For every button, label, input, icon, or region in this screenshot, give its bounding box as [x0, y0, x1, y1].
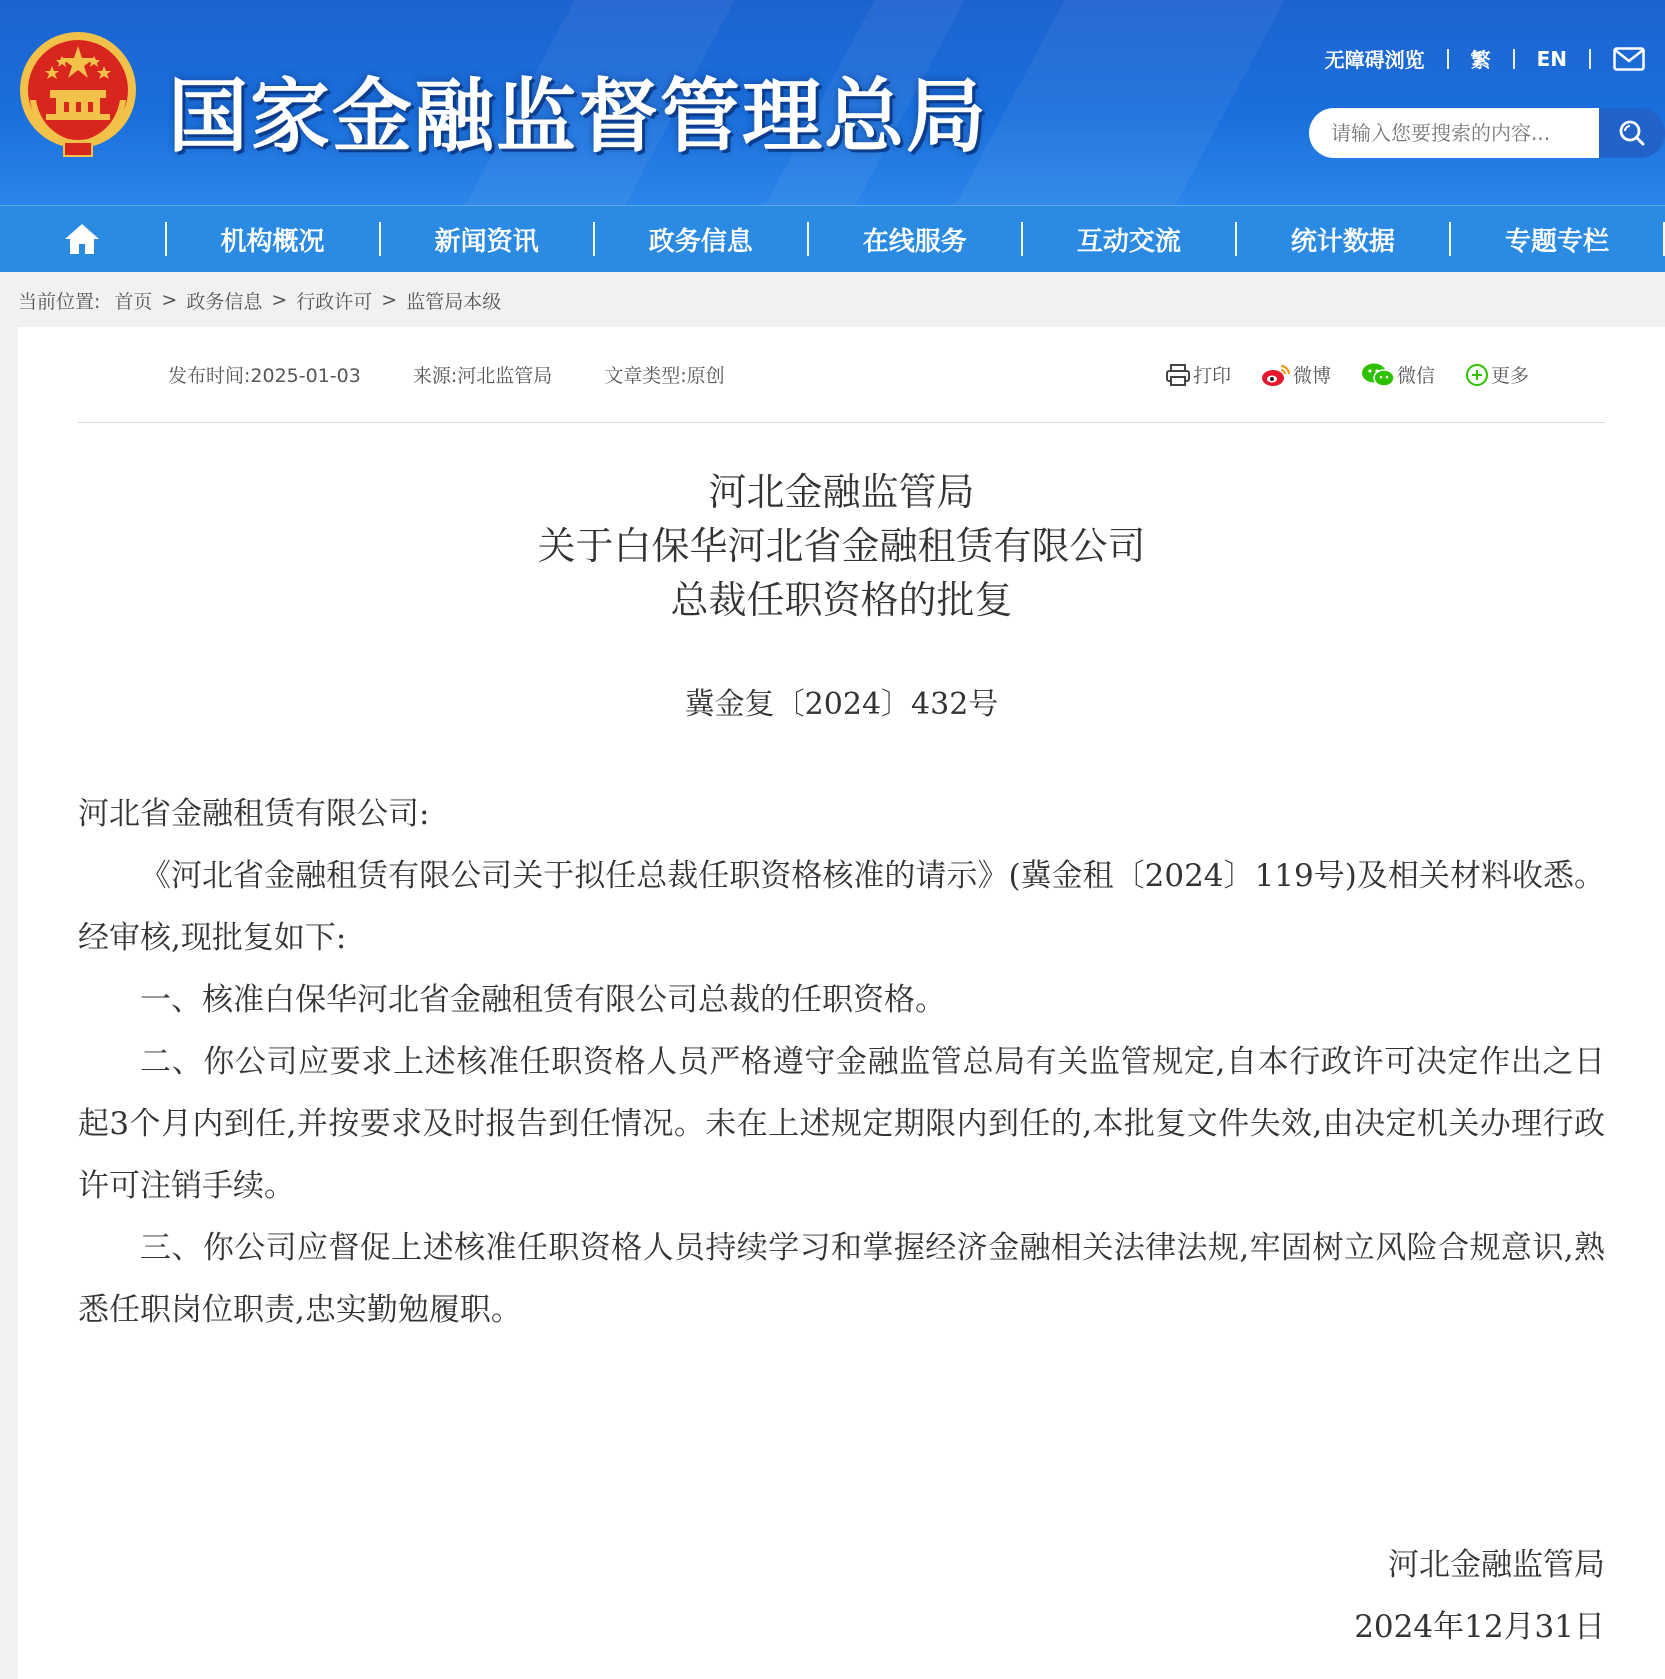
title-line: 河北金融监管局 — [708, 470, 975, 514]
national-emblem-icon[interactable] — [16, 30, 140, 158]
nav-item-government-info[interactable]: 政务信息 — [648, 226, 753, 257]
nav-item-interaction[interactable]: 互动交流 — [1076, 226, 1181, 257]
breadcrumb-government-info[interactable]: 政务信息 — [186, 290, 263, 313]
search-icon — [1618, 119, 1646, 147]
nav-home[interactable] — [0, 222, 165, 256]
title-line: 总裁任职资格的批复 — [670, 578, 1013, 622]
search-bar — [1309, 108, 1665, 158]
weibo-share-button[interactable] — [1261, 361, 1331, 388]
more-share-button[interactable] — [1465, 361, 1529, 388]
signature-date: 2024年12月31日 — [1354, 1609, 1605, 1645]
breadcrumb-bureau-level[interactable]: 监管局本级 — [406, 290, 502, 313]
title-line: 关于白保华河北省金融租赁有限公司 — [537, 524, 1146, 568]
nav-item-about[interactable]: 机构概况 — [220, 226, 325, 257]
divider — [1513, 49, 1515, 69]
nav-item-statistics[interactable]: 统计数据 — [1290, 226, 1395, 257]
article-body — [78, 783, 1605, 1341]
breadcrumb-separator: > — [381, 289, 398, 311]
paragraph: 三、你公司应督促上述核准任职资格人员持续学习和掌握经济金融相关法律法规,牢固树立风险合规意识,熟悉任职岗位职责,忠实勤勉履职。 — [78, 1230, 1605, 1328]
article-meta — [78, 327, 1605, 423]
home-icon — [63, 222, 101, 256]
breadcrumb-separator: > — [161, 289, 178, 311]
accessibility-link[interactable]: 无障碍浏览 — [1324, 48, 1425, 72]
wechat-share-button[interactable] — [1361, 361, 1435, 388]
share-bar — [1135, 327, 1529, 422]
breadcrumb-home[interactable]: 首页 — [114, 290, 153, 313]
english-link[interactable]: EN — [1536, 46, 1567, 71]
site-header — [0, 0, 1665, 205]
plus-circle-icon — [1465, 363, 1489, 387]
print-label: 打印 — [1192, 365, 1231, 387]
traditional-chinese-link[interactable]: 繁 — [1470, 48, 1491, 72]
nav-item-news[interactable]: 新闻资讯 — [434, 226, 539, 257]
breadcrumb-administrative-license[interactable]: 行政许可 — [296, 290, 373, 313]
weibo-icon — [1261, 363, 1291, 387]
signature-block — [1354, 1534, 1605, 1658]
printer-icon — [1165, 363, 1191, 387]
breadcrumb — [0, 272, 1665, 328]
document-number: 冀金复〔2024〕432号 — [684, 687, 999, 722]
signature: 河北金融监管局 — [1388, 1547, 1605, 1583]
mail-icon[interactable] — [1613, 47, 1645, 71]
paragraph: 一、核准白保华河北省金融租赁有限公司总裁的任职资格。 — [140, 982, 946, 1018]
weibo-label: 微博 — [1292, 365, 1331, 387]
divider — [1589, 49, 1591, 69]
nav-item-special-topics[interactable]: 专题专栏 — [1505, 226, 1610, 257]
addressee: 河北省金融租赁有限公司: — [78, 796, 430, 832]
breadcrumb-separator: > — [271, 289, 288, 311]
top-links — [1325, 44, 1645, 73]
article-type: 文章类型:原创 — [604, 365, 725, 387]
article-title — [78, 465, 1605, 627]
breadcrumb-label: 当前位置: — [18, 290, 101, 313]
search-input[interactable] — [1309, 108, 1599, 158]
paragraph: 二、你公司应要求上述核准任职资格人员严格遵守金融监管总局有关监管规定,自本行政许可决定作出之日起3个月内到任,并按要求及时报告到任情况。未在上述规定期限内到任的,本批复文件失效,由决定机关办理行政许可注销手续。 — [78, 1044, 1605, 1204]
header-decoration — [955, 0, 1284, 205]
print-button[interactable] — [1165, 361, 1231, 388]
site-title[interactable]: 国家金融监督管理总局 — [168, 70, 988, 163]
divider — [1447, 49, 1449, 69]
paragraph: 《河北省金融租赁有限公司关于拟任总裁任职资格核准的请示》(冀金租〔2024〕119号)及相关材料收悉。经审核,现批复如下: — [78, 858, 1605, 956]
nav-item-online-service[interactable]: 在线服务 — [862, 226, 967, 257]
main-nav — [0, 205, 1665, 272]
publish-time: 发布时间:2025-01-03 — [168, 365, 361, 387]
search-button[interactable] — [1599, 108, 1665, 158]
more-label: 更多 — [1490, 365, 1529, 387]
article-container — [18, 327, 1665, 1679]
wechat-icon — [1361, 362, 1395, 388]
wechat-label: 微信 — [1396, 365, 1435, 387]
article-source: 来源:河北监管局 — [412, 365, 553, 387]
